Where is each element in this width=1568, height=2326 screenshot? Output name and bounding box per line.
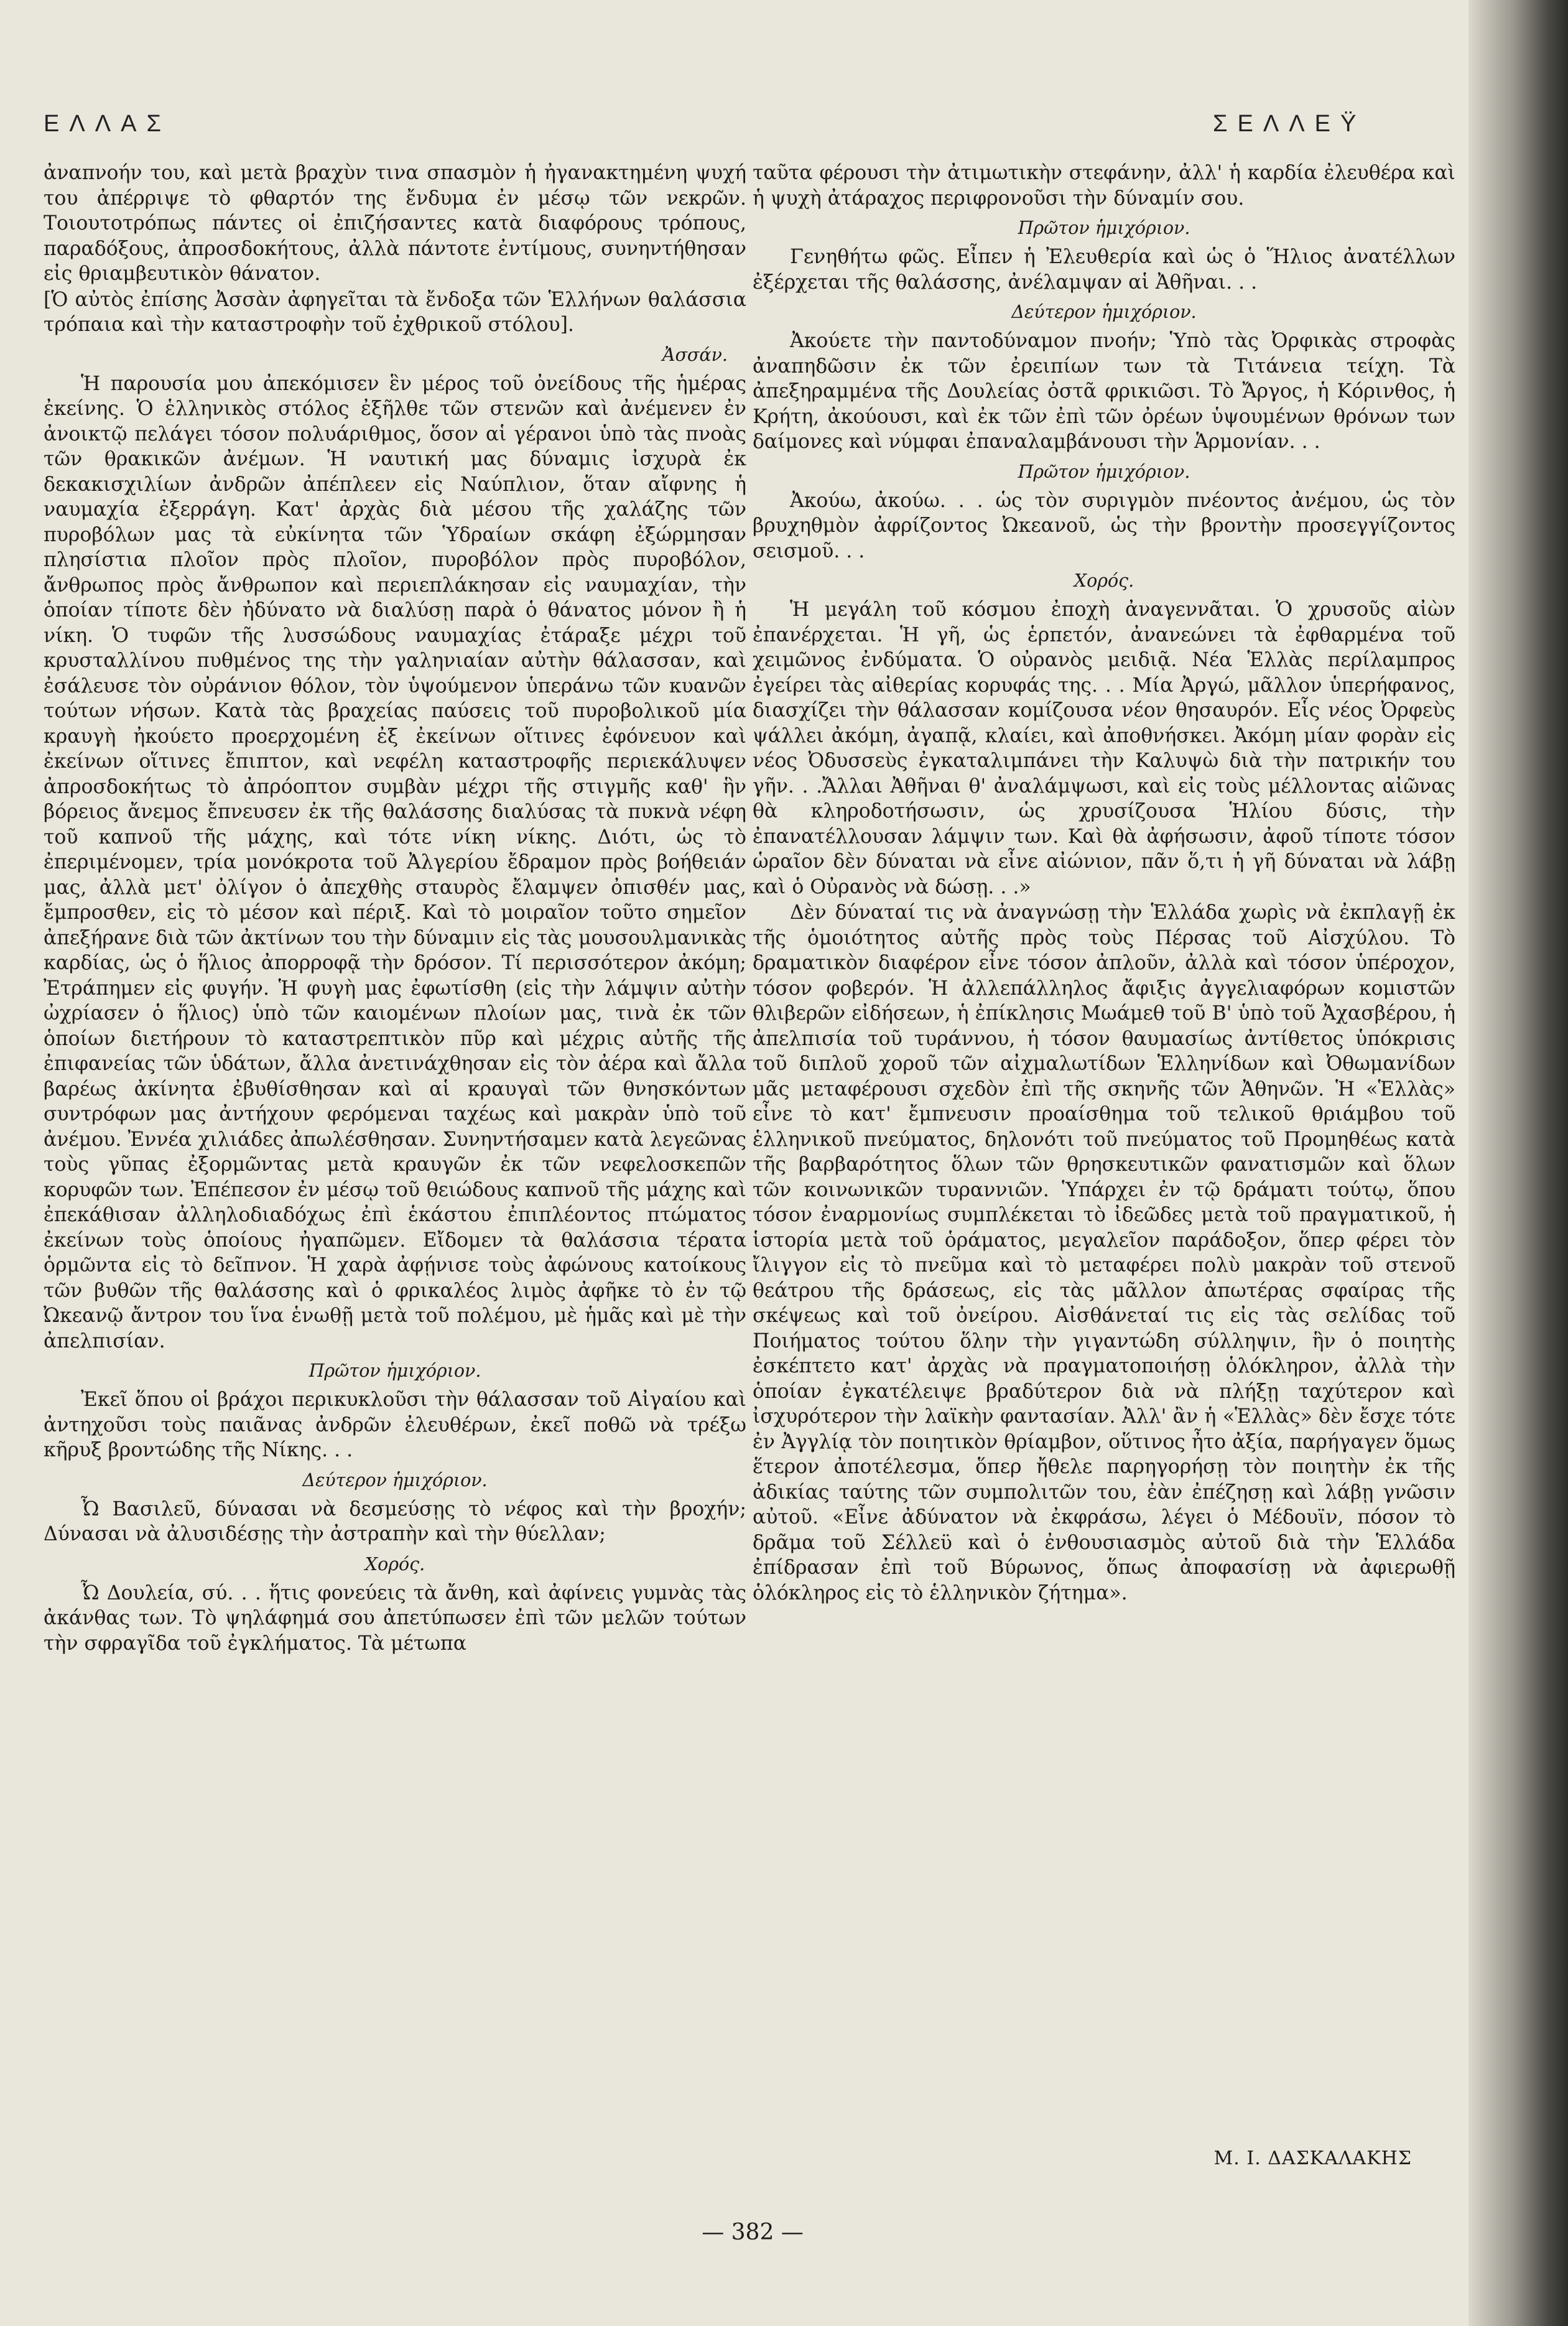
paragraph: ἀναπνοήν του, καὶ μετὰ βραχὺν τινα σπασμὸν ἡ ἠγανακτημένη ψυχή του ἀπέρριψε τὸ φθαρτόν της ἔνδυμα ἐν μέσῳ τῶν νεκρῶν. Τοιουτοτρόπως πάντες οἱ ἐπιζήσαντες κατὰ διαφόρους τρόπους, παραδόξους, ἀπροσδοκήτους, ἀλλὰ πάντοτε ἐντίμους, συνηντήθησαν εἰς θριαμβευτικὸν θάνατον.: [44, 162, 746, 285]
page-number: — 382 —: [702, 2220, 804, 2245]
speaker-heading: Πρῶτον ἡμιχόριον.: [1018, 461, 1190, 482]
paragraph: Γενηθήτω φῶς. Εἶπεν ἡ Ἐλευθερία καὶ ὡς ὁ Ἥλιος ἀνατέλλων ἐξέρχεται τῆς θαλάσσης, ἀνέλαμψαν αἱ Ἀθῆναι. . .: [753, 246, 1455, 294]
speaker-heading: Δεύτερον ἡμιχόριον.: [1011, 302, 1197, 322]
paragraph: Ὦ Βασιλεῦ, δύνασαι νὰ δεσμεύσῃς τὸ νέφος καὶ τὴν βροχήν; Δύνασαι νὰ ἀλυσιδέσῃς τὴν ἀστραπὴν καὶ τὴν θύελλαν;: [44, 1497, 746, 1545]
speaker-heading: Χορός.: [364, 1553, 425, 1575]
paragraph: ταῦτα φέρουσι τὴν ἀτιμωτικὴν στεφάνην, ἀλλ' ἡ καρδία ἐλευθέρα καὶ ἡ ψυχὴ ἀτάραχος περιφρονοῦσι τὴν δύναμίν σου.: [753, 162, 1455, 210]
paragraph: Ἡ παρουσία μου ἀπεκόμισεν ἓν μέρος τοῦ ὀνείδους τῆς ἡμέρας ἐκείνης. Ὁ ἑλληνικὸς στόλος ἐξῆλθε τῶν στενῶν καὶ ἀνέμενεν ἐν ἀνοικτῷ πελάγει τόσον πολυάριθμος, ὅσον αἱ γέρανοι ὑπὸ τὰς πνοὰς τῶν θρακικῶν ἀνέμων. Ἡ ναυτική μας δύναμις ἰσχυρὰ ἐκ δεκακισχιλίων ἀνδρῶν ἀπέπλεεν εἰς Ναύπλιον, ὅταν αἴφνης ἡ ναυμαχία ἐξερράγη. Κατ' ἀρχὰς διὰ μέσου τῆς χαλάζης τῶν πυροβόλων μας τὰ εὐκίνητα τῶν Ὑδραίων σκάφη ἐξώρμησαν πλησίστια πλοῖον πρὸς πλοῖον, πυροβόλον πρὸς πυροβόλον, ἄνθρωπος πρὸς ἄνθρωπον καὶ περιεπλάκησαν εἰς ναυμαχίαν, τὴν ὁποίαν τίποτε δὲν ἠδύνατο νὰ διαλύσῃ παρὰ ὁ θάνατος μόνον ἢ ἡ νίκη. Ὁ τυφῶν τῆς λυσσώδους ναυμαχίας ἐτάραξε μέχρι τοῦ κρυσταλλίνου πυθμένος της τὴν γαληνιαίαν αὐτὴν θάλασσαν, καὶ ἐσάλευσε τὸν οὐράνιον θόλον, τὸν ὑψούμενον ὑπεράνω τῶν κυανῶν τούτων νήσων. Κατὰ τὰς βραχείας παύσεις τοῦ πυροβολικοῦ μία κραυγὴ ἠκούετο προερχομένη ἐξ ἐκείνων οἵτινες ἐφόνευον καὶ ἐκείνων οἵτινες ἔπιπτον, καὶ νεφέλη καταστροφῆς περιεκάλυψεν ἀπροσδοκήτως τὸ ἀπρόοπτον συμβὰν μέχρι τῆς στιγμῆς καθ' ἣν βόρειος ἄνεμος ἔπνευσεν ἐκ τῆς θαλάσσης διαλύσας τὰ πυκνὰ νέφη τοῦ καπνοῦ τῆς μάχης, καὶ τότε νίκη νίκης. Διότι, ὡς τὸ ἐπεριμένομεν, τρία μονόκροτα τοῦ Ἀλγερίου ἔδραμον πρὸς βοήθειάν μας, ἀλλὰ μετ' ὀλίγον ὁ ἀπεχθὴς σταυρὸς ἔλαμψεν ὀπισθέν μας, ἔμπροσθεν, εἰς τὸ μέσον καὶ πέριξ. Καὶ τὸ μοιραῖον τοῦτο σημεῖον ἀπεξήρανε διὰ τῶν ἀκτίνων του τὴν δύναμιν εἰς τὰς μουσουλμανικὰς καρδίας, ὡς ὁ ἥλιος ἀπορροφᾷ τὴν δρόσον. Τί περισσότερον ἀκόμη; Ἐτράπημεν εἰς φυγήν. Ἡ φυγὴ μας ἐφωτίσθη (εἰς τὴν λάμψιν αὐτὴν ὠχρίασεν ὁ ἥλιος) ὑπὸ τῶν καιομένων πλοίων μας, τινὰ ἐκ τῶν ὁποίων διετήρουν τὸ καταστρεπτικὸν πῦρ καὶ μέχρις αὐτῆς τῆς ἐπιφανείας τῶν ὑδάτων, ἄλλα ἀνετινάχθησαν εἰς τὸν ἀέρα καὶ ἄλλα βαρέως ἀκίνητα ἐβυθίσθησαν καὶ αἱ κραυγαὶ τῶν θνησκόντων συντρόφων μας ἀντήχουν φερόμεναι ταχέως καὶ μακρὰν ὑπὸ τοῦ ἀνέμου. Ἐννέα χιλιάδες ἀπωλέσθησαν. Συνηντήσαμεν κατὰ λεγεῶνας τοὺς γῦπας ἐξορμῶντας μετὰ κραυγῶν ἐκ τῶν νεφελοσκεπῶν κορυφῶν των. Ἐπέπεσον ἐν μέσῳ τοῦ θειώδους καπνοῦ τῆς μάχης καὶ ἐπεκάθισαν ἀλληλοδιαδόχως ἐπὶ ἑκάστου ἐπιπλέοντος πτώματος ἐκείνων τοὺς ὁποίους ἠγαπῶμεν. Εἴδομεν τὰ θαλάσσια τέρατα ὁρμῶντα εἰς τὸ δεῖπνον. Ἡ χαρὰ ἀφῄνισε τοὺς ἀφώνους κατοίκους τῶν βυθῶν τῆς θαλάσσης καὶ ὁ φρικαλέος λιμὸς ἀφῆκε τὸ ἐν τῷ Ὠκεανῷ ἄντρον του ἵνα ἑνωθῇ μετὰ τοῦ πολέμου, μὲ ἡμᾶς καὶ μὲ τὴν ἀπελπισίαν.: [44, 372, 746, 1352]
page-edge-shadow: [1468, 0, 1568, 2326]
paragraph: Ἀκούετε τὴν παντοδύναμον πνοήν; Ὑπὸ τὰς Ὀρφικὰς στροφὰς ἀναπηδῶσιν ἐκ τῶν ἐρειπίων των τὰ Τιτάνεια τείχη. Τὰ ἀπεξηραμμένα τῆς Δουλείας ὀστᾶ φρικιῶσι. Τὸ Ἄργος, ἡ Κόρινθος, ἡ Κρήτη, ἀκούουσι, καὶ ἐκ τῶν ἐπὶ τῶν ὀρέων ὑψουμένων θρόνων των δαίμονες καὶ νύμφαι ἐπαναλαμβάνουσι τὴν Ἁρμονίαν. . .: [753, 330, 1455, 453]
running-header-left: ΕΛΛΑΣ: [44, 111, 171, 137]
speaker-heading: Δεύτερον ἡμιχόριον.: [302, 1469, 488, 1491]
right-column: [753, 160, 1455, 1606]
paragraph: Ἡ μεγάλη τοῦ κόσμου ἐποχὴ ἀναγεννᾶται. Ὁ χρυσοῦς αἰὼν ἐπανέρχεται. Ἡ γῆ, ὡς ἑρπετόν, ἀνανεώνει τὰ ἐφθαρμένα τοῦ χειμῶνος ἐνδύματα. Ὁ οὐρανὸς μειδιᾷ. Νέα Ἑλλὰς περίλαμπρος ἐγείρει τὰς αἰθερίας κορυφάς της. . . Μία Ἀργώ, μᾶλλον ὑπερήφανος, διασχίζει τὴν θάλασσαν κομίζουσα νέον θησαυρόν. Εἷς νέος Ὀρφεὺς ψάλλει ἀκόμη, ἀγαπᾷ, κλαίει, καὶ ἀποθνήσκει. Ἀκόμη μίαν φορὰν εἰς νέος Ὀδυσσεὺς ἐγκαταλιμπάνει τὴν Καλυψὼ διὰ τὴν πατρικήν του γῆν. . .Ἄλλαι Ἀθῆναι θ' ἀναλάμψωσι, καὶ εἰς τοὺς μέλλοντας αἰῶνας θὰ κληροδοτήσωσιν, ὡς χρυσίζουσα Ἡλίου δύσις, τὴν ἐπανατέλλουσαν λάμψιν των. Καὶ θὰ ἀφήσωσιν, ἀφοῦ τίποτε τόσον ὡραῖον δὲν δύναται νὰ εἶνε αἰώνιον, πᾶν ὅ,τι ἡ γῆ δύναται νὰ λάβῃ καὶ ὁ Οὐρανὸς νὰ δώσῃ. . .»: [753, 598, 1455, 898]
bracket-note: [Ὁ αὐτὸς ἐπίσης Ἀσσὰν ἀφηγεῖται τὰ ἔνδοξα τῶν Ἑλλήνων θαλάσσια τρόπαια καὶ τὴν καταστροφὴν τοῦ ἐχθρικοῦ στόλου].: [44, 288, 746, 336]
speaker-heading: Χορός.: [1074, 570, 1134, 591]
speaker-heading: Πρῶτον ἡμιχόριον.: [308, 1361, 481, 1381]
running-header-right: ΣΕΛΛΕΫ: [1213, 111, 1366, 137]
paragraph: Ἐκεῖ ὅπου οἱ βράχοι περικυκλοῦσι τὴν θάλασσαν τοῦ Αἰγαίου καὶ ἀντηχοῦσι τοὺς παιᾶνας ἀνδρῶν ἐλευθέρων, ἐκεῖ ποθῶ νὰ τρέξω κῆρυξ βροντώδης τῆς Νίκης. . .: [44, 1389, 746, 1461]
paragraph: Ὦ Δουλεία, σύ. . . ἥτις φονεύεις τὰ ἄνθη, καὶ ἀφίνεις γυμνὰς τὰς ἀκάνθας των. Τὸ ψηλάφημά σου ἀπετύπωσεν ἐπὶ τῶν μελῶν τούτων τὴν σφραγῖδα τοῦ ἐγκλήματος. Τὰ μέτωπα: [44, 1581, 746, 1655]
speaker-heading: Πρῶτον ἡμιχόριον.: [1018, 218, 1190, 238]
author-signature: Μ. Ι. ΔΑΣΚΑΛΑΚΗΣ: [1213, 2147, 1412, 2169]
paragraph: Ἀκούω, ἀκούω. . . ὡς τὸν συριγμὸν πνέοντος ἀνέμου, ὡς τὸν βρυχηθμὸν ἀφρίζοντος Ὠκεανοῦ, ὡς τὴν βροντὴν προσεγγίζοντος σεισμοῦ. . .: [753, 489, 1455, 562]
paragraph: Δὲν δύναταί τις νὰ ἀναγνώσῃ τὴν Ἑλλάδα χωρὶς νὰ ἐκπλαγῇ ἐκ τῆς ὁμοιότητος αὐτῆς πρὸς τοὺς Πέρσας τοῦ Αἰσχύλου. Τὸ δραματικὸν διαφέρον εἶνε τόσον ἀπλοῦν, ἀλλὰ καὶ τόσον ὑπέροχον, τόσον φοβερόν. Ἡ ἀλλεπάλληλος ἄφιξις ἀγγελιαφόρων κομιστῶν θλιβερῶν εἰδήσεων, ἡ ἐπίκλησις Μωάμεθ τοῦ Β' ὑπὸ τοῦ Ἀχασβέρου, ἡ ἀπελπισία τοῦ τυράννου, ἡ τόσον θαυμασίως ἀντίθετος ὑπόκρισις τοῦ διπλοῦ χοροῦ τῶν αἰχμαλωτίδων Ἑλληνίδων καὶ Ὀθωμανίδων μᾶς μεταφέρουσι σχεδὸν ἐπὶ τῆς σκηνῆς τῶν Ἀθηνῶν. Ἡ «Ἑλλὰς» εἶνε τὸ κατ' ἔμπνευσιν προαίσθημα τοῦ τελικοῦ θριάμβου τοῦ ἑλληνικοῦ πνεύματος, δηλονότι τοῦ πνεύματος τοῦ Προμηθέως κατὰ τῆς βαρβαρότητος ὅλων τῶν θρησκευτικῶν φανατισμῶν καὶ ὅλων τῶν κοινωνικῶν τυραννιῶν. Ὑπάρχει ἐν τῷ δράματι τούτῳ, ὅπου τόσον ἐναρμονίως συμπλέκεται τὸ ἰδεῶδες μετὰ τοῦ πραγματικοῦ, ἡ ἱστορία μετὰ τοῦ ὁράματος, μεγαλεῖον παράδοξον, ὅπερ φέρει τὸν ἴλιγγον εἰς τὸ πνεῦμα καὶ τὸ μεταφέρει πολὺ μακρὰν τοῦ στενοῦ θεάτρου τῆς δράσεως, εἰς τὰς μᾶλλον ἀπωτέρας σφαίρας τῆς σκέψεως καὶ τοῦ ὀνείρου. Αἰσθάνεταί τις εἰς τὰς σελίδας τοῦ Ποιήματος τούτου ὅλην τὴν γιγαντώδη σύλληψιν, ἣν ὁ ποιητὴς ἐσκέπτετο κατ' ἀρχὰς νὰ πραγματοποιήσῃ ὁλόκληρον, ἀλλὰ τὴν ὁποίαν ἐγκατέλειψε βραδύτερον διὰ νὰ πλήξῃ ταχύτερον καὶ ἰσχυρότερον τὴν λαϊκὴν φαντασίαν. Ἀλλ' ἂν ἡ «Ἑλλὰς» δὲν ἔσχε τότε ἐν Ἀγγλίᾳ τὸν ποιητικὸν θρίαμβον, οὕτινος ἦτο ἀξία, παρήγαγεν ὅμως ἕτερον ἀποτέλεσμα, ὅπερ ἤθελε παρηγορήσῃ τὸν ποιητὴν ἐκ τῆς ἀδικίας ταύτης τῶν συμπολιτῶν του, ἐὰν ἐπέζησῃ καὶ λάβῃ γνῶσιν αὐτοῦ. «Εἶνε ἀδύνατον νὰ ἐκφράσω, λέγει ὁ Μέδουϊν, πόσον τὸ δρᾶμα τοῦ Σέλλεϋ καὶ ὁ ἐνθουσιασμὸς αὐτοῦ διὰ τὴν Ἑλλάδα ἐπίδρασαν ἐπὶ τοῦ Βύρωνος, ὅπως ἀποφασίσῃ νὰ ἀφιερωθῇ ὁλόκληρος εἰς τὸ ἑλληνικὸν ζήτημα».: [753, 901, 1455, 1604]
speaker-heading: Ἀσσάν.: [662, 344, 728, 365]
left-column: [44, 160, 746, 1657]
